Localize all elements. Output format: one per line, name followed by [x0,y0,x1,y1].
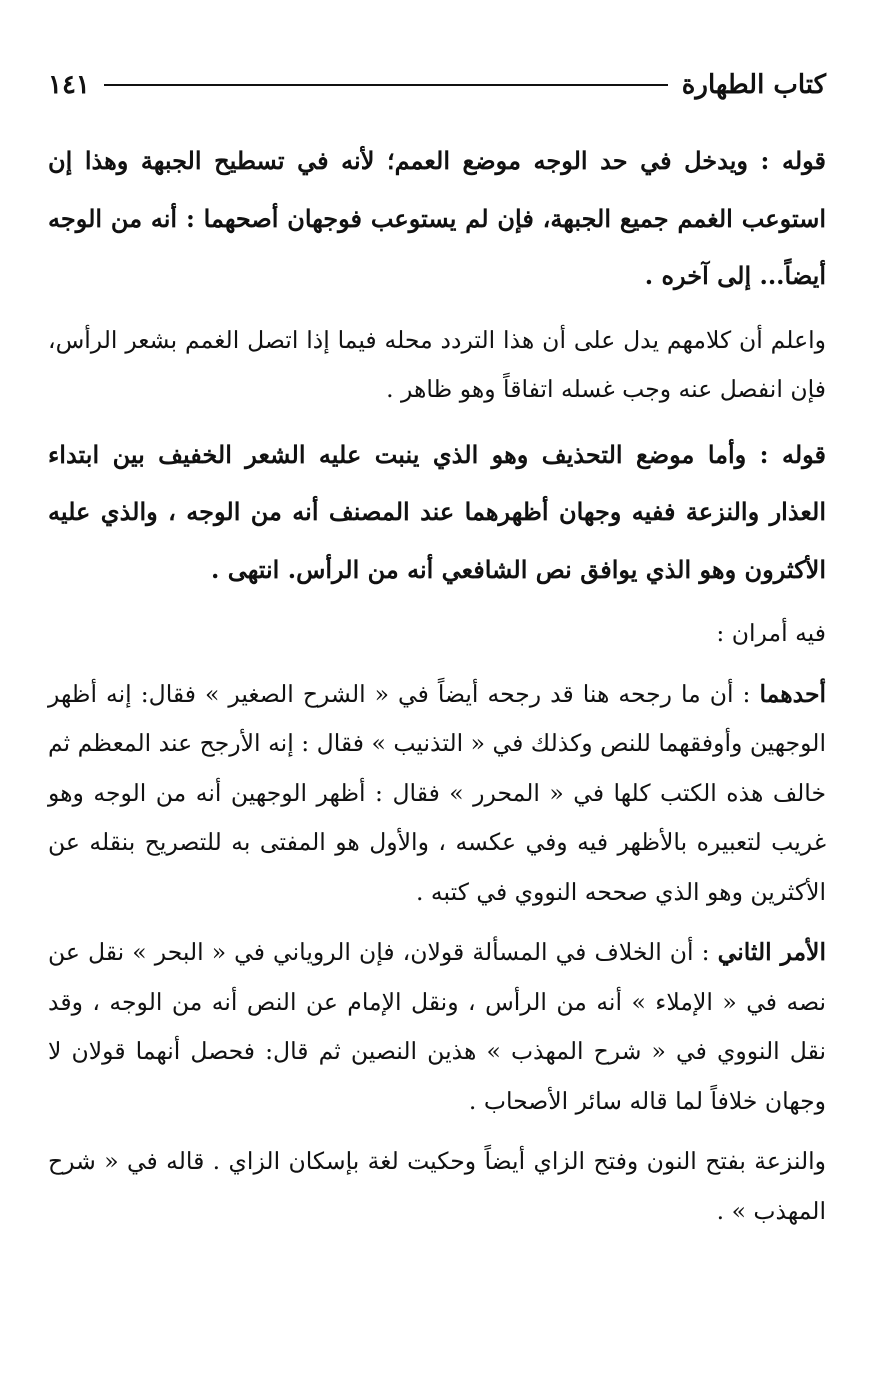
header-rule [104,84,668,86]
paragraph-first-matter [48,670,826,918]
paragraph-text: قوله : ويدخل في حد الوجه موضع العمم؛ لأنه في تسطيح الجبهة وهذا إن استوعب الغمم جميع الجبهة، فإن لم يستوعب فوجهان أصحهما : أنه من الوجه أيضاً... إلى آخره . [48,146,826,290]
running-title: كتاب الطهارة [681,70,826,100]
paragraph-commentary-1 [48,316,826,415]
paragraph-closing [48,1137,826,1236]
paragraph-text: واعلم أن كلامهم يدل على أن هذا التردد محله فيما إذا اتصل الغمم بشعر الرأس، فإن انفصل عنه وجب غسله اتفاقاً وهو ظاهر . [48,325,826,403]
paragraph-text: : أن ما رجحه هنا قد رجحه أيضاً في « الشرح الصغير » فقال: إنه أظهر الوجهين وأوفقهما للنص وكذلك في « التذنيب » فقال : إنه الأرجح عند المعظم ثم خالف هذه الكتب كلها في « المحرر » فقال : أظهر الوجهين أنه من الوجه وهو غريب لتعبيره بالأظهر فيه وفي عكسه ، والأول هو المفتى به للتصريح بنقله عن الأكثرين وهو الذي صححه النووي في كتبه . [48,679,826,906]
paragraph-text: قوله : وأما موضع التحذيف وهو الذي ينبت عليه الشعر الخفيف بين ابتداء العذار والنزعة ففيه وجهان أظهرهما عند المصنف أنه من الوجه ، والذي عليه الأكثرون وهو الذي يوافق نص الشافعي أنه من الرأس. انتهى . [48,439,826,584]
paragraph-text: والنزعة بفتح النون وفتح الزاي أيضاً وحكيت لغة بإسكان الزاي . قاله في « شرح المهذب » . [48,1147,826,1225]
paragraph-intro [48,609,826,659]
paragraph-text: : أن الخلاف في المسألة قولان، فإن الروياني في « البحر » نقل عن نصه في « الإملاء » أنه من الرأس ، ونقل الإمام عن النص أنه من الوجه ، وقد نقل النووي في « شرح المهذب » هذين النصين ثم قال: فحصل أنهما قولان لا وجهان خلافاً لما قاله سائر الأصحاب . [48,938,826,1115]
paragraph-quote-2 [48,426,826,599]
document-page [48,62,826,1247]
paragraph-second-matter [48,928,826,1126]
page-header [48,62,826,108]
paragraph-lead: أحدهما [759,679,826,708]
paragraph-lead: الأمر الثاني [717,938,826,966]
paragraph-text: فيه أمران : [716,619,826,647]
paragraph-quote-1 [48,132,826,305]
page-number: ١٤١ [48,70,90,100]
